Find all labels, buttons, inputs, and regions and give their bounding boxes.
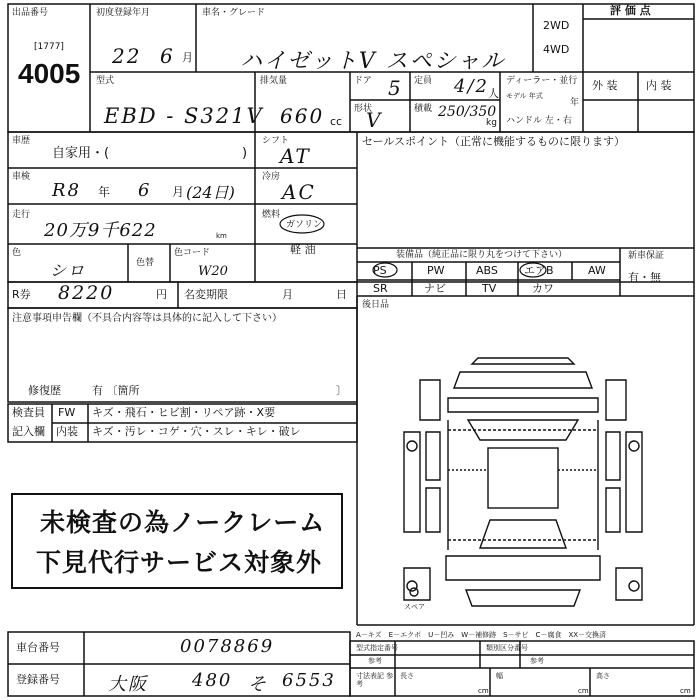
plate-class: 480 [192, 670, 233, 691]
shape-value: V [366, 108, 383, 132]
displacement-unit: cc [330, 115, 343, 128]
notes-title: 注意事項申告欄（不具合内容等は具体的に記入して下さい） [12, 313, 282, 324]
equip-ps: PS [373, 264, 387, 277]
fuel-gasoline: ガソリン [286, 220, 323, 230]
inspection-month: 6 [138, 180, 152, 201]
color-label: 色 [12, 248, 22, 258]
height-cm: cm [680, 687, 691, 695]
mileage-label: 走行 [12, 210, 31, 220]
exterior-label: 外 装 [592, 79, 618, 92]
mileage-unit: km [216, 232, 227, 240]
mileage-value: 20万9千622 [44, 220, 157, 241]
model-label: 型式 [96, 76, 115, 86]
car-diagram [404, 358, 642, 606]
history-close: ) [242, 146, 248, 161]
damage-legend: A－キズ E－エクボ U－凹み W－補修跡 S－サビ C－腐食 XX－交換済 [356, 631, 607, 639]
model-spec-label: 型式指定番号 [356, 644, 398, 652]
lot-sub: [1777] [34, 42, 64, 52]
inspection-year-unit: 年 [98, 185, 111, 199]
repair-value: 有 〔箇所 [92, 384, 140, 397]
inspection-label: 車検 [12, 172, 31, 182]
equip-tv: TV [482, 282, 497, 295]
name-grade-label: 車名・グレード [202, 8, 266, 18]
repair-close: 〕 [336, 384, 347, 397]
chassis-value: 0078869 [180, 636, 275, 657]
fw-label: FW [58, 406, 76, 419]
chassis-label: 車台番号 [16, 641, 60, 654]
color-change-label: 色替 [136, 258, 155, 268]
aircon-label: 冷房 [262, 172, 281, 182]
shape-label: 形状 [354, 104, 373, 114]
class-label: 類別区分番号 [486, 644, 528, 652]
history-label: 車歴 [12, 136, 31, 146]
equip-airbag: エアB [524, 264, 554, 277]
first-reg-month-unit: 月 [182, 51, 193, 64]
name-grade-value: ハイゼットV スペシャル [240, 49, 506, 74]
new-warranty-value: 有・無 [628, 271, 661, 284]
width-label: 幅 [496, 672, 503, 680]
new-warranty-label: 新車保証 [628, 251, 665, 261]
equip-navi: ナビ [424, 282, 446, 295]
dealer-label: ディーラー・並行 [506, 76, 578, 86]
equipment-title: 装備品（純正品に限り丸をつけて下さい） [396, 250, 568, 260]
equip-abs: ABS [476, 264, 498, 277]
model-value: EBD - S321V [104, 104, 264, 128]
history-value: 自家用・( [52, 146, 110, 161]
doors-label: ドア [354, 76, 372, 86]
dims-label: 寸法表記 参考 [356, 672, 394, 688]
width-cm: cm [578, 687, 589, 695]
equip-sr: SR [373, 282, 388, 295]
capacity-label: 定員 [414, 76, 433, 86]
plate-area: 大阪 [108, 674, 148, 695]
fw-text: キズ・飛石・ヒビ割・リペア跡・X要 [92, 406, 276, 419]
drive-2wd: 2WD [543, 19, 570, 32]
interior-label: 内 装 [646, 79, 672, 92]
equip-leather: カワ [532, 282, 554, 295]
capacity-unit: 人 [488, 87, 499, 100]
notice-line-1: 未検査の為ノークレーム [40, 508, 326, 537]
length-label: 長さ [400, 672, 414, 680]
reference-label-2: 参考 [530, 657, 544, 665]
color-code-label: 色コード [174, 248, 211, 258]
displacement-label: 排気量 [260, 76, 288, 86]
equip-pw: PW [427, 264, 445, 277]
model-year-label: モデル 年式 [506, 92, 543, 100]
inspector-label-1: 検査員 [12, 406, 45, 419]
repair-label: 修復歴 [28, 384, 61, 397]
capacity-value: 4/2 [454, 76, 489, 97]
handle-label: ハンドル 左・右 [506, 116, 572, 126]
fuel-label: 燃料 [262, 210, 281, 220]
r-ticket-value: 8220 [58, 282, 115, 304]
length-cm: cm [478, 687, 489, 695]
shift-label: シフト [262, 136, 290, 146]
inspection-era: R8 [52, 180, 82, 201]
name-change-label: 名変期限 [184, 288, 228, 301]
first-reg-year: 22 [112, 44, 142, 68]
load-label: 積載 [414, 104, 433, 114]
load-value: 250/350 [438, 104, 497, 120]
r-ticket-label: R券 [12, 288, 31, 301]
r-ticket-unit: 円 [156, 288, 167, 301]
sales-point-label: セールスポイント（正常に機能するものに限ります） [362, 135, 626, 148]
inspector-label-2: 記入欄 [12, 425, 45, 438]
shift-value: AT [280, 144, 311, 168]
lot-number: 4005 [18, 58, 81, 89]
int-label: 内装 [56, 425, 78, 438]
plate-number: 6553 [282, 670, 336, 691]
plate-label: 登録番号 [16, 673, 60, 686]
inspection-day: (24日) [186, 183, 235, 202]
first-reg-label: 初度登録年月 [96, 8, 151, 18]
reference-label-1: 参考 [368, 657, 382, 665]
load-unit: kg [486, 118, 497, 128]
name-change-month: 月 [282, 288, 293, 301]
spare-label: スペア [404, 603, 425, 611]
doors-value: 5 [388, 76, 403, 100]
color-value: シロ [50, 261, 87, 280]
aftermarket-label: 後日品 [362, 300, 390, 310]
first-reg-month: 6 [160, 44, 175, 68]
height-label: 高さ [596, 672, 610, 680]
inspection-month-unit: 月 [172, 185, 185, 199]
aircon-value: AC [282, 180, 316, 204]
displacement-value: 660 [280, 104, 325, 128]
notice-line-2: 下見代行サービス対象外 [36, 548, 323, 577]
name-change-day: 日 [336, 288, 347, 301]
score-label: 評 価 点 [610, 4, 651, 17]
int-text: キズ・汚レ・コゲ・穴・スレ・キレ・破レ [92, 425, 301, 438]
model-year-unit: 年 [570, 98, 580, 108]
color-code-value: W20 [198, 264, 228, 279]
fuel-diesel: 軽 油 [290, 243, 316, 256]
plate-kana: そ [248, 674, 268, 695]
lot-label: 出品番号 [12, 8, 49, 18]
drive-4wd: 4WD [543, 43, 570, 56]
equip-aw: AW [588, 264, 606, 277]
